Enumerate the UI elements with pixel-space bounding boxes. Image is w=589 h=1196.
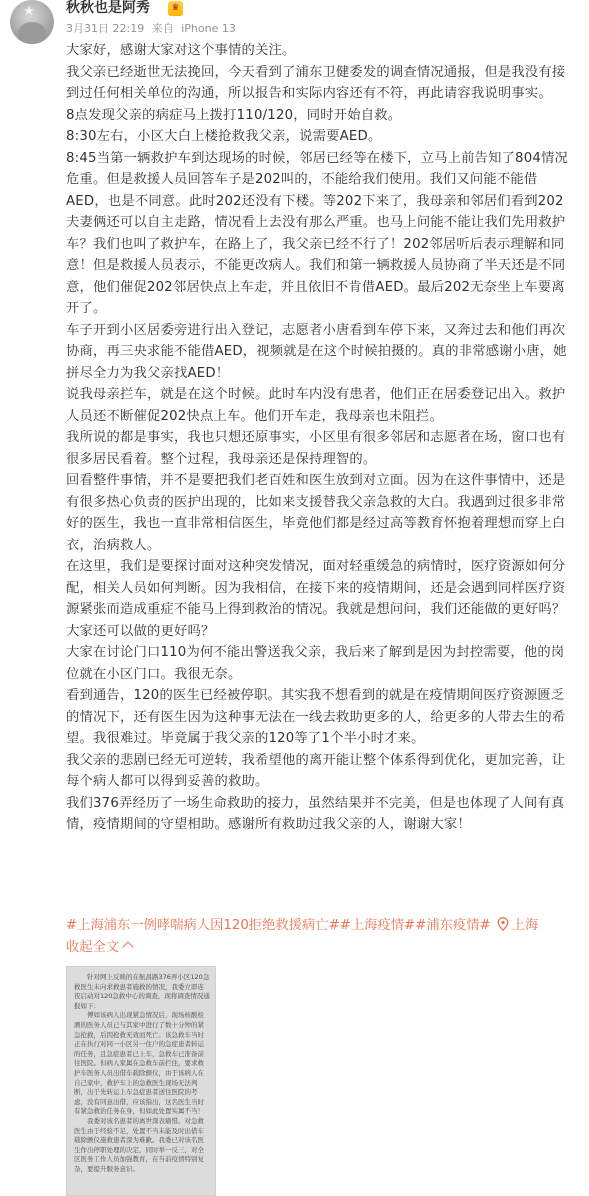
post-paragraph: 车子开到小区居委旁进行出入登记，志愿者小唐看到车停下来，又奔过去和他们再次协商，再三央求能不能借AED，视频就是在这个时候拍摄的。真的非常感谢小唐，她拼尽全力为我父亲找AED！ xyxy=(66,322,567,381)
collapse-button[interactable] xyxy=(66,937,132,959)
post-paragraph: 8:30左右，小区大白上楼抢救我父亲，说需要AED。 xyxy=(66,129,382,144)
post-paragraph: 我父亲的悲剧已经无可逆转，我希望他的离开能让整个体系得到优化，更加完善，让每个病人都可以得到妥善的救助。 xyxy=(66,752,566,789)
star-icon: ★ xyxy=(23,4,35,19)
avatar[interactable] xyxy=(10,0,54,44)
post-paragraph: 回看整件事情，并不是要把我们老百姓和医生放到对立面。因为在这件事情中，还是有很多热心负责的医护出现的，比如来支援替我父亲急救的大白。我遇到过很多非常好的医生，我也一直非常相信医生，毕竟他们都是经过高等教育怀抱着理想而穿上白衣，治病救人。 xyxy=(66,473,566,553)
topic-tags xyxy=(66,915,574,937)
post-date[interactable]: 3月31日 22:19 xyxy=(66,22,145,35)
post-paragraph: 说我母亲拦车，就是在这个时候。此时车内没有患者，他们正在居委登记出入。救护人员还不断催促202快点上车。他们开车走，我母亲也未阻拦。 xyxy=(66,387,566,424)
location-link[interactable]: 上海 xyxy=(511,918,539,933)
post-paragraph: 8点发现父亲的病症马上拨打110/120，同时开始自救。 xyxy=(66,107,402,123)
source-prefix: 来自 xyxy=(151,22,174,35)
attached-image[interactable] xyxy=(66,966,216,1196)
post-paragraph: 看到通告，120的医生已经被停职。其实我不想看到的就是在疫情期间医疗资源匮乏的情况下，还有医生因为这种事无法在一线去救助更多的人，给更多的人带去生的希望。我很难过。毕竟属于我父亲的120等了1个半小时才来。 xyxy=(66,688,566,746)
post-paragraph: 我们376弄经历了一场生命救助的接力，虽然结果并不完美，但是也体现了人间有真情，疫情期间的守望相助。感谢所有救助过我父亲的人，谢谢大家！ xyxy=(66,795,565,832)
collapse-label: 收起全文 xyxy=(66,940,120,955)
avatar-figure xyxy=(18,22,46,44)
topic-tag[interactable]: #浦东疫情# xyxy=(415,918,491,933)
topic-tag[interactable]: #上海浦东一例哮喘病人因120拒绝救援病亡# xyxy=(66,918,340,933)
topic-tag[interactable]: #上海疫情# xyxy=(339,918,416,933)
post-device: iPhone 13 xyxy=(181,22,236,35)
post-meta xyxy=(66,22,236,35)
post-paragraph: 在这里，我们是要探讨面对这种突发情况，面对轻重缓急的病情时，医疗资源如何分配，相关人员如何判断。因为我相信，在接下来的疫情期间，还是会遇到同样医疗资源紧张而造成重症不能马上得到救治的情况。我就是想问问，我们还能做的更好吗？大家还可以做的更好吗？ xyxy=(66,559,566,639)
location-pin-icon xyxy=(497,917,509,931)
document-paragraph: 傅如该病人出现紧急情况后，现场核酸检测的医务人员已与其家中进行了数十分钟的紧急抢救，后因抢救无效而死亡。该急救车当时正在执行对同一小区另一住户的急症患者转运的任务，且急症患者已上车，急救车已准备前往医院。但病人家属在急救车前拦住，要求救护车医务人员出借车载除颤仪，由于该病人在自己家中，救护车上的急救医生现场无法判断，出于先转运上车急症患者送往医院的考虑，没有同意出借，应该指出，这名医生当时有紧急救治任务在身，但如此处置实属不当！ xyxy=(74,1011,204,1116)
document-paragraph: 我委对该名患者的离世深表痛惜。对急救医生由于经验不足，处置不当未能及时出借车载除颤仪施救患者深为难歉。我委已对该名医生作出停职处理的决定，同时举一反三，对全区医务工作人员加强教育，在当前疫情特别复杂，要提升服务意识。 xyxy=(74,1116,204,1173)
post-body xyxy=(66,40,574,836)
document-paragraph: 针对网上反映的在航昌路376弄小区120急救医生未向求救患者施救的情况，我委立即连夜启动对120急救中心的调查，现将调查情况通报如下： xyxy=(74,973,210,1010)
post-paragraph: 我所说的都是事实，我也只想还原事实，小区里有很多邻居和志愿者在场，窗口也有很多居民看着。整个过程，我母亲还是保持理智的。 xyxy=(66,430,566,467)
post-paragraph: 大家在讨论门口110为何不能出警送我父亲，我后来了解到是因为封控需要，他的岗位就在小区门口。我很无奈。 xyxy=(66,645,565,682)
vip-crown-icon: ♛ xyxy=(168,1,183,16)
chevron-up-icon xyxy=(123,941,134,952)
post-header xyxy=(0,0,589,44)
post-paragraph: 8:45当第一辆救护车到达现场的时候，邻居已经等在楼下，立马上前告知了804情况危重。但是救援人员回答车子是202叫的，不能给我们使用。我们又问能不能借AED，也是不同意。此时202还没有下楼。等202下来了，我母亲和邻居们看到202夫妻俩还可以自主走路，情况看上去没有那么严重。也马上问能不能让我们先用救护车？我们也叫了救护车，在路上了，我父亲已经不行了！202邻居听后表示理解和同意！但是救援人员表示，不能更改病人。我们和第一辆救援人员协商了半天还是不同意，他们催促202邻居快点上车走，并且依旧不肯借AED。最后202无奈坐上车要离开了。 xyxy=(66,150,569,316)
username[interactable]: 秋秋也是阿秀 xyxy=(66,0,150,16)
post-paragraph: 我父亲已经逝世无法挽回，今天看到了浦东卫健委发的调查情况通报，但是我没有接到过任何相关单位的沟通，所以报告和实际内容还有不符，再此请容我说明事实。 xyxy=(66,64,566,101)
post-paragraph: 大家好，感谢大家对这个事情的关注。 xyxy=(66,43,296,58)
attached-document-text xyxy=(74,973,210,1174)
